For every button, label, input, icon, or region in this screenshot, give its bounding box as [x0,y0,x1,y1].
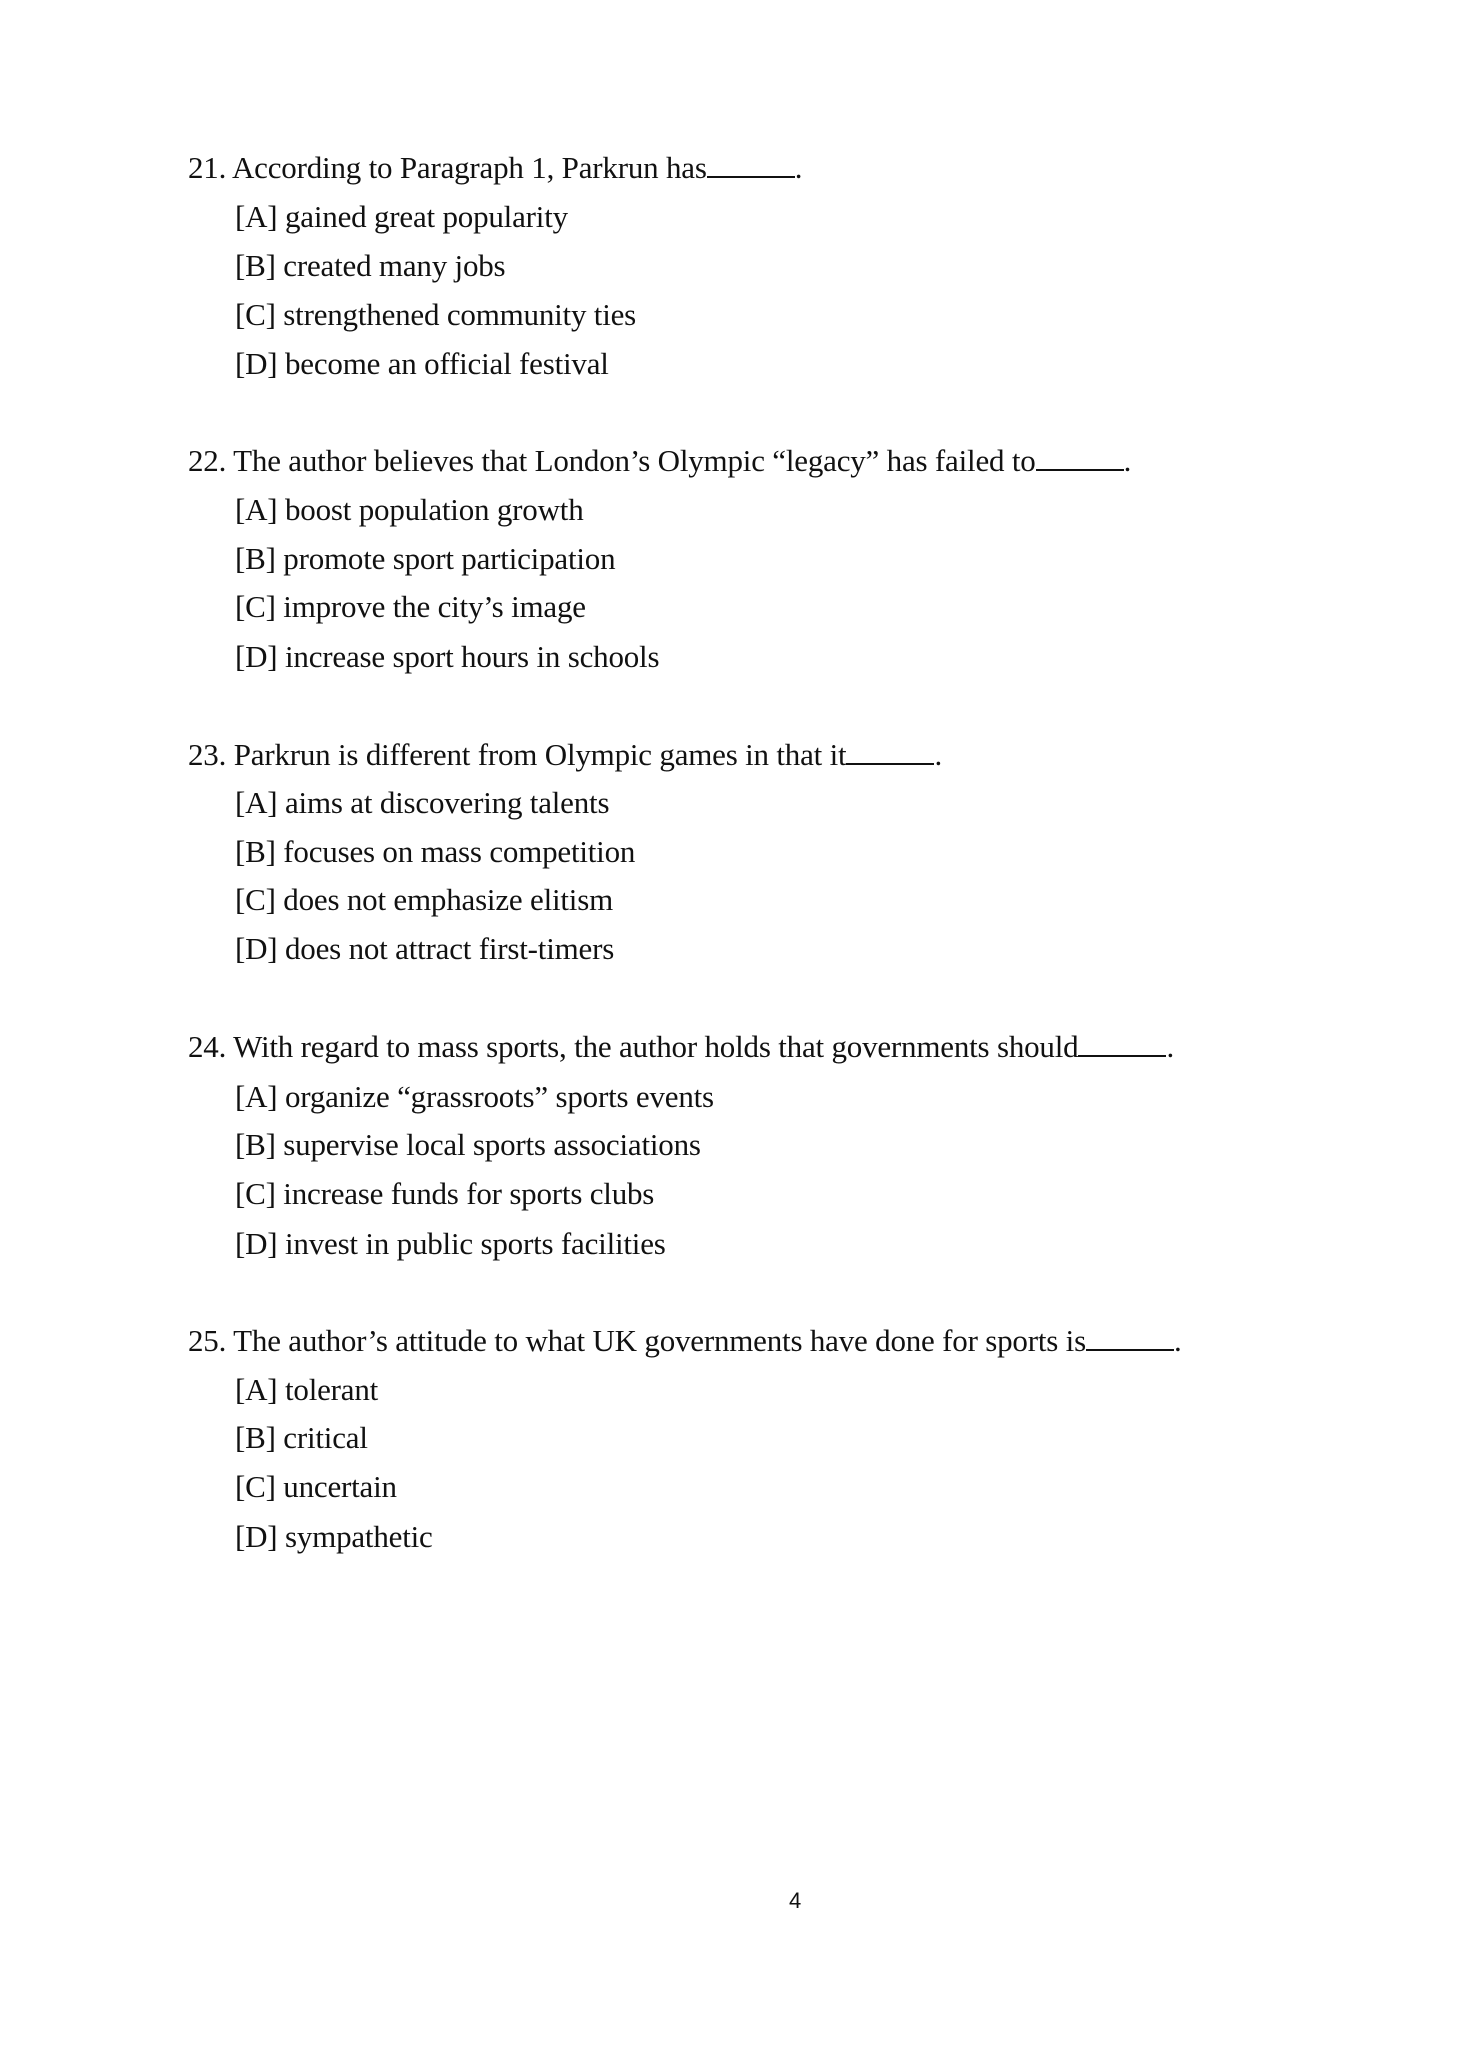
question-24-option-d [235,1226,666,1262]
question-21-option-a [235,199,568,235]
question-period: . [1123,443,1132,478]
option-letter: [B] [235,834,276,869]
option-text: does not emphasize elitism [283,882,613,917]
question-21-option-b [235,248,505,284]
question-23-option-c [235,882,613,918]
question-25-option-c [235,1469,397,1505]
option-letter: [A] [235,1079,278,1114]
question-21-option-d [235,346,609,382]
page-number: 4 [789,1888,802,1913]
question-24-option-b [235,1127,701,1163]
question-number: 22. [188,443,227,478]
question-24-option-c [235,1176,654,1212]
answer-blank [1086,1325,1174,1351]
question-text: With regard to mass sports, the author holds that governments should [233,1029,1079,1064]
option-letter: [A] [235,785,278,820]
question-24-stem [188,1029,1174,1065]
option-text: gained great popularity [285,199,568,234]
option-text: increase sport hours in schools [285,639,660,674]
answer-blank [707,152,795,178]
question-22-option-b [235,541,615,577]
option-letter: [D] [235,931,278,966]
question-23-option-d [235,931,614,967]
question-number: 23. [188,737,227,772]
question-22-option-a [235,492,584,528]
option-text: invest in public sports facilities [285,1226,666,1261]
option-text: supervise local sports associations [283,1127,701,1162]
option-text: uncertain [283,1469,397,1504]
option-text: boost population growth [285,492,584,527]
option-text: increase funds for sports clubs [283,1176,655,1211]
question-22-option-d [235,639,659,675]
option-letter: [B] [235,1420,276,1455]
option-text: tolerant [285,1372,379,1407]
question-text: Parkrun is different from Olympic games in that it [233,737,847,772]
option-letter: [C] [235,297,276,332]
option-letter: [C] [235,589,276,624]
option-text: improve the city’s image [283,589,586,624]
answer-blank [846,739,934,765]
question-21-stem [188,150,802,186]
option-text: created many jobs [283,248,506,283]
question-period: . [794,150,803,185]
option-text: focuses on mass competition [283,834,636,869]
question-number: 25. [188,1323,227,1358]
option-letter: [D] [235,346,278,381]
option-text: organize “grassroots” sports events [285,1079,714,1114]
option-text: critical [283,1420,368,1455]
answer-blank [1036,445,1124,471]
question-21-option-c [235,297,636,333]
question-text: The author believes that London’s Olympic “legacy” has failed to [233,443,1036,478]
option-letter: [D] [235,639,278,674]
option-letter: [C] [235,1176,276,1211]
question-25-option-b [235,1420,368,1456]
option-letter: [A] [235,1372,278,1407]
option-letter: [A] [235,492,278,527]
option-letter: [C] [235,1469,276,1504]
option-text: become an official festival [285,346,609,381]
option-letter: [A] [235,199,278,234]
option-letter: [B] [235,541,276,576]
question-22-option-c [235,589,586,625]
option-text: aims at discovering talents [285,785,610,820]
option-letter: [D] [235,1226,278,1261]
option-letter: [C] [235,882,276,917]
question-text: According to Paragraph 1, Parkrun has [232,150,707,185]
question-text: The author’s attitude to what UK governments have done for sports is [233,1323,1086,1358]
question-25-option-a [235,1372,378,1408]
question-period: . [1166,1029,1174,1064]
question-23-option-b [235,834,635,870]
question-25-stem [188,1323,1182,1359]
question-25-option-d [235,1519,433,1555]
question-number: 24. [188,1029,227,1064]
option-letter: [B] [235,248,276,283]
question-23-option-a [235,785,609,821]
option-text: promote sport participation [283,541,616,576]
question-23-stem [188,737,942,773]
question-number: 21. [188,150,227,185]
option-text: does not attract first-timers [285,931,615,966]
question-period: . [934,737,943,772]
question-22-stem [188,443,1131,479]
option-text: strengthened community ties [283,297,637,332]
option-letter: [D] [235,1519,278,1554]
answer-blank [1078,1031,1166,1057]
option-text: sympathetic [285,1519,433,1554]
option-letter: [B] [235,1127,276,1162]
question-24-option-a [235,1079,714,1115]
question-period: . [1173,1323,1182,1358]
